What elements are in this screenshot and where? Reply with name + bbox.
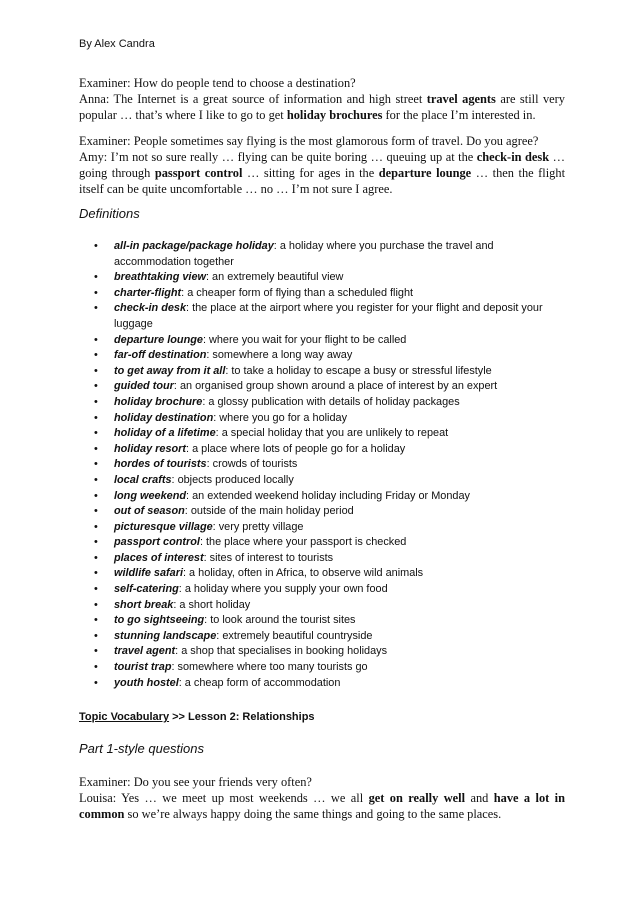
definition-text: : a holiday, often in Africa, to observe wild animals [183,567,424,580]
definition-text: : crowds of tourists [206,458,298,471]
definition-item [79,582,559,598]
definition-text: : where you wait for your flight to be called [202,333,407,346]
definition-text: : sites of interest to tourists [203,551,334,564]
definition-text: : where you go for a holiday [213,411,348,424]
definition-term: breathtaking view [114,271,206,284]
candidate-answer [79,790,565,822]
answer-text: and [465,791,494,805]
candidate-answer [79,149,565,197]
dialog-flying [79,133,565,197]
definition-item [79,333,559,349]
examiner-question: Examiner: Do you see your friends very often? [79,775,312,789]
topic-vocabulary-link[interactable]: Topic Vocabulary [79,711,170,723]
answer-text: are still very popular … that’s where I like to go to get [79,92,565,122]
definition-term: to get away from it all [114,364,226,377]
definition-item [79,551,559,567]
definition-term: self-catering [114,583,179,596]
answer-text: so we’re always happy doing the same things and going to the same places. [124,807,502,821]
author-header: By Alex Candra [79,38,155,50]
definition-text: : an extremely beautiful view [206,271,344,284]
definition-term: local crafts [114,473,172,486]
definition-item [79,286,559,302]
key-phrase: get on really well [368,791,466,805]
definition-item [79,395,559,411]
definition-term: short break [114,598,174,611]
definition-text: : a cheap form of accommodation [178,676,341,689]
definition-text: : extremely beautiful countryside [216,629,373,642]
examiner-question: Examiner: How do people tend to choose a destination? [79,76,356,90]
definition-item [79,629,559,645]
key-phrase: holiday brochures [286,108,383,122]
definition-text: : very pretty village [212,520,304,533]
definition-term: all-in package/package holiday [114,240,274,252]
definition-term: travel agent [114,645,176,658]
definition-term: far-off destination [114,349,207,362]
definition-term: holiday destination [114,411,214,424]
key-phrase: passport control [154,166,243,180]
definition-term: holiday brochure [114,395,203,408]
definition-text: : a glossy publication with details of holiday packages [202,395,460,408]
definitions-list [79,239,559,691]
answer-text: Anna: The Internet is a great source of information and high street [79,92,427,106]
definition-item [79,364,559,380]
definition-item [79,348,559,364]
definition-item [79,504,559,520]
definition-term: stunning landscape [114,629,217,642]
definition-item [79,411,559,427]
answer-text: Louisa: Yes … we meet up most weekends … we all [79,791,369,805]
definition-item [79,566,559,582]
definition-item [79,442,559,458]
key-phrase: have a lot in common [79,791,565,821]
definition-term: hordes of tourists [114,458,207,471]
key-phrase: departure lounge [378,166,472,180]
definition-text: : an extended weekend holiday including Friday or Monday [186,489,470,502]
definition-text: : a holiday where you supply your own food [178,583,388,596]
examiner-question: Examiner: People sometimes say flying is the most glamorous form of travel. Do you agree? [79,134,539,148]
lesson-title: >> Lesson 2: Relationships [169,711,315,723]
definition-text: : the place where your passport is checked [199,536,407,549]
part1-heading: Part 1-style questions [79,741,205,756]
definition-text: : outside of the main holiday period [184,505,354,518]
definition-term: check-in desk [114,302,187,315]
definition-text: : to look around the tourist sites [204,614,356,627]
definitions-heading: Definitions [79,206,140,221]
definition-item [79,426,559,442]
definition-text: : somewhere a long way away [206,349,353,362]
answer-text: for the place I’m interested in. [382,108,536,122]
definition-term: out of season [114,505,185,518]
candidate-answer [79,91,565,123]
definition-term: holiday of a lifetime [114,427,216,440]
definition-text: : somewhere where too many tourists go [171,661,368,674]
definition-item [79,473,559,489]
definition-term: picturesque village [114,520,213,533]
definition-item [79,598,559,614]
definition-item [79,613,559,629]
definition-term: to go sightseeing [114,614,205,627]
definition-item [79,301,559,332]
answer-text: Amy: I’m not so sure really … flying can be quite boring … queuing up at the [79,150,477,164]
key-phrase: travel agents [426,92,496,106]
definition-term: passport control [114,536,200,549]
definition-text: : a place where lots of people go for a holiday [186,442,406,455]
topic-vocabulary-line [79,711,315,723]
answer-text: … then the flight itself can be quite uncomfortable … no … I’m not sure I agree. [79,166,566,196]
dialog-friends [79,774,565,822]
definition-item [79,489,559,505]
definition-term: places of interest [114,551,204,564]
definition-term: charter-flight [114,286,182,299]
key-phrase: check-in desk [476,150,550,164]
definition-item [79,379,559,395]
answer-text: … sitting for ages in the [242,166,379,180]
definition-text: : to take a holiday to escape a busy or stressful lifestyle [225,364,492,377]
definition-text: : a short holiday [173,598,251,611]
definition-text: : a cheaper form of flying than a scheduled flight [181,286,414,299]
definition-item [79,644,559,660]
definition-item [79,270,559,286]
definition-item [79,676,559,692]
definition-term: youth hostel [114,676,179,689]
definition-item [79,457,559,473]
definition-term: tourist trap [114,661,172,674]
definition-item [79,535,559,551]
definition-term: holiday resort [114,442,187,455]
definition-term: long weekend [114,489,187,502]
definition-text: : a shop that specialises in booking holidays [175,645,388,658]
definition-text: : a special holiday that you are unlikely to repeat [215,427,449,440]
definition-text: : an organised group shown around a place of interest by an expert [173,380,498,393]
definition-term: guided tour [114,380,174,393]
definition-item [79,660,559,676]
definition-text: : objects produced locally [171,473,294,486]
definition-term: departure lounge [114,333,203,346]
dialog-destination [79,75,565,123]
definition-item [79,239,559,270]
answer-text: … going through [79,150,565,180]
definition-item [79,520,559,536]
definition-text: : a holiday where you purchase the travel and accommodation together [114,240,494,268]
definition-term: wildlife safari [114,567,183,580]
definition-text: : the place at the airport where you register for your flight and deposit your luggage [114,302,543,330]
